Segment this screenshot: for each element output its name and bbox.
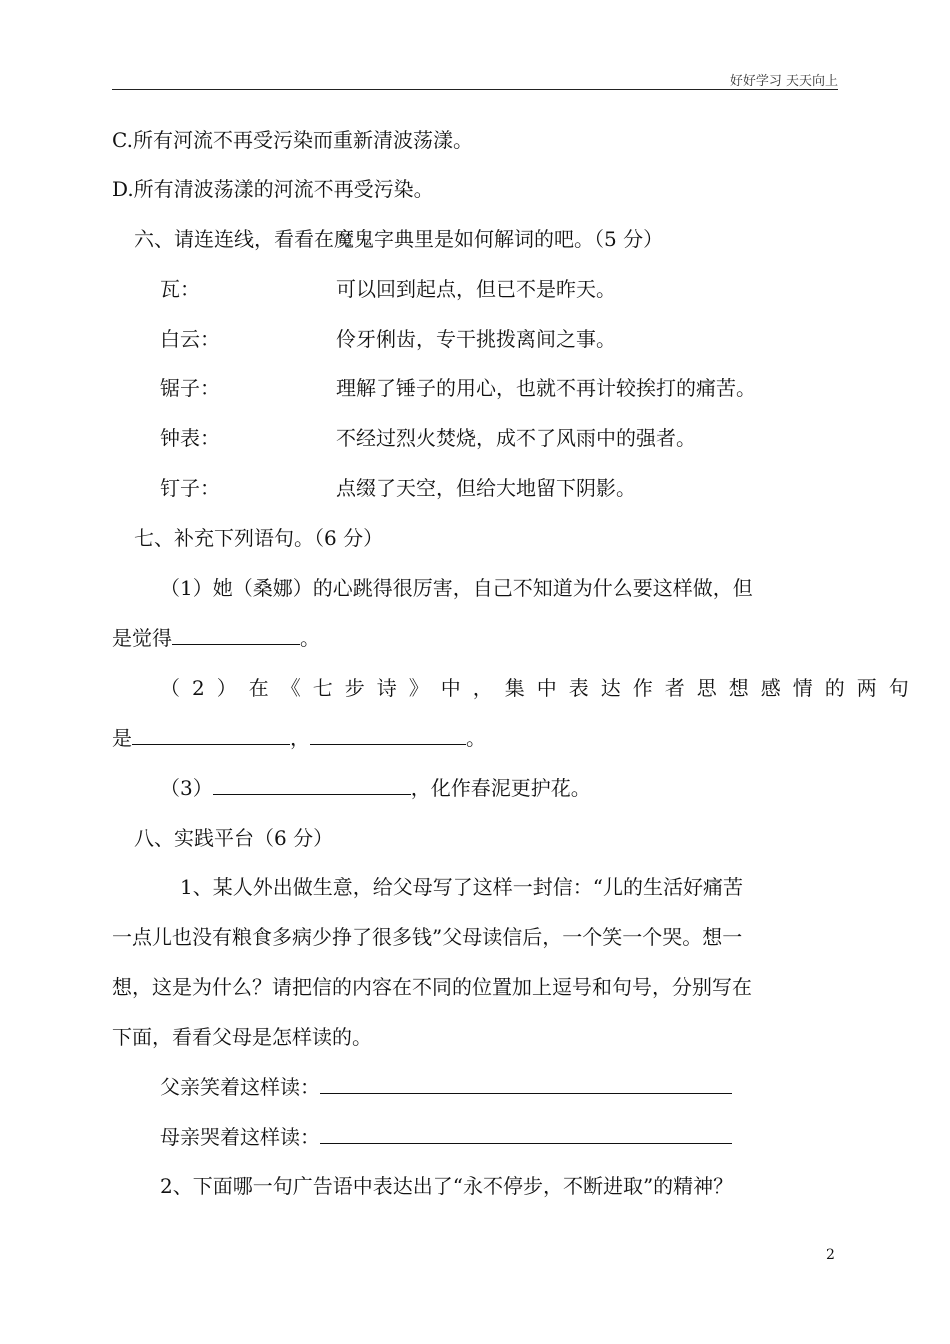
section-7-title: 七、补充下列语句。（6 分） <box>134 526 384 550</box>
match-meaning: 可以回到起点，但已不是昨天。 <box>336 277 616 301</box>
page-number: 2 <box>826 1247 835 1263</box>
section-8-title: 八、实践平台（6 分） <box>134 826 334 850</box>
paragraph-line: 下面，看看父母是怎样读的。 <box>112 1025 372 1049</box>
paragraph-line: 想，这是为什么？请把信的内容在不同的位置加上逗号和句号，分别写在 <box>112 975 752 999</box>
answer-blank[interactable] <box>132 724 290 745</box>
option-c: C.所有河流不再受污染而重新清波荡漾。 <box>112 128 473 152</box>
q1-suffix: 。 <box>300 626 320 650</box>
answer-blank[interactable] <box>172 624 300 645</box>
page-header: 好好学习 天天向上 <box>729 74 838 89</box>
match-meaning: 不经过烈火焚烧，成不了风雨中的强者。 <box>336 426 696 450</box>
answer-blank[interactable] <box>213 774 411 795</box>
section-6-title: 六、请连连线，看看在魔鬼字典里是如何解词的吧。（5 分） <box>134 227 664 251</box>
answer-blank[interactable] <box>320 1123 732 1144</box>
match-word: 白云： <box>160 327 220 351</box>
father-label: 父亲笑着这样读： <box>160 1075 320 1099</box>
question-2: 2、下面哪一句广告语中表达出了“永不停步，不断进取”的精神？ <box>160 1174 734 1198</box>
q3-prefix: （3） <box>160 776 213 800</box>
paragraph-line: 一点儿也没有粮食多病少挣了很多钱”父母读信后，一个笑一个哭。想一 <box>112 925 743 949</box>
answer-blank[interactable] <box>310 724 466 745</box>
match-word: 瓦： <box>160 277 200 301</box>
mother-reading <box>160 1123 732 1151</box>
header-rule <box>112 89 838 90</box>
match-word: 钉子： <box>160 476 220 500</box>
q3-suffix: ，化作春泥更护花。 <box>410 776 591 800</box>
match-meaning: 伶牙俐齿，专干挑拨离间之事。 <box>336 327 616 351</box>
match-meaning: 点缀了天空，但给大地留下阴影。 <box>336 476 636 500</box>
q1-line1: （1）她（桑娜）的心跳得很厉害，自己不知道为什么要这样做，但 <box>160 576 753 600</box>
q2-line1: （2）在《七步诗》中，集中表达作者思想感情的两句 <box>160 676 921 700</box>
match-word: 钟表： <box>160 426 220 450</box>
match-meaning: 理解了锤子的用心，也就不再计较挨打的痛苦。 <box>336 376 756 400</box>
answer-blank[interactable] <box>320 1073 732 1094</box>
mother-label: 母亲哭着这样读： <box>160 1125 320 1149</box>
option-d: D.所有清波荡漾的河流不再受污染。 <box>112 177 434 201</box>
match-word: 锯子： <box>160 376 220 400</box>
q1-prefix: 是觉得 <box>112 626 172 650</box>
q2-line2 <box>112 724 486 752</box>
father-reading <box>160 1073 732 1101</box>
q1-line2 <box>112 624 320 652</box>
q2-comma: ， <box>290 726 310 750</box>
q3-line <box>160 774 591 802</box>
q2-suffix: 。 <box>466 726 486 750</box>
q2-prefix: 是 <box>112 726 132 750</box>
paragraph-line: 1、某人外出做生意，给父母写了这样一封信：“儿的生活好痛苦 <box>180 875 743 899</box>
